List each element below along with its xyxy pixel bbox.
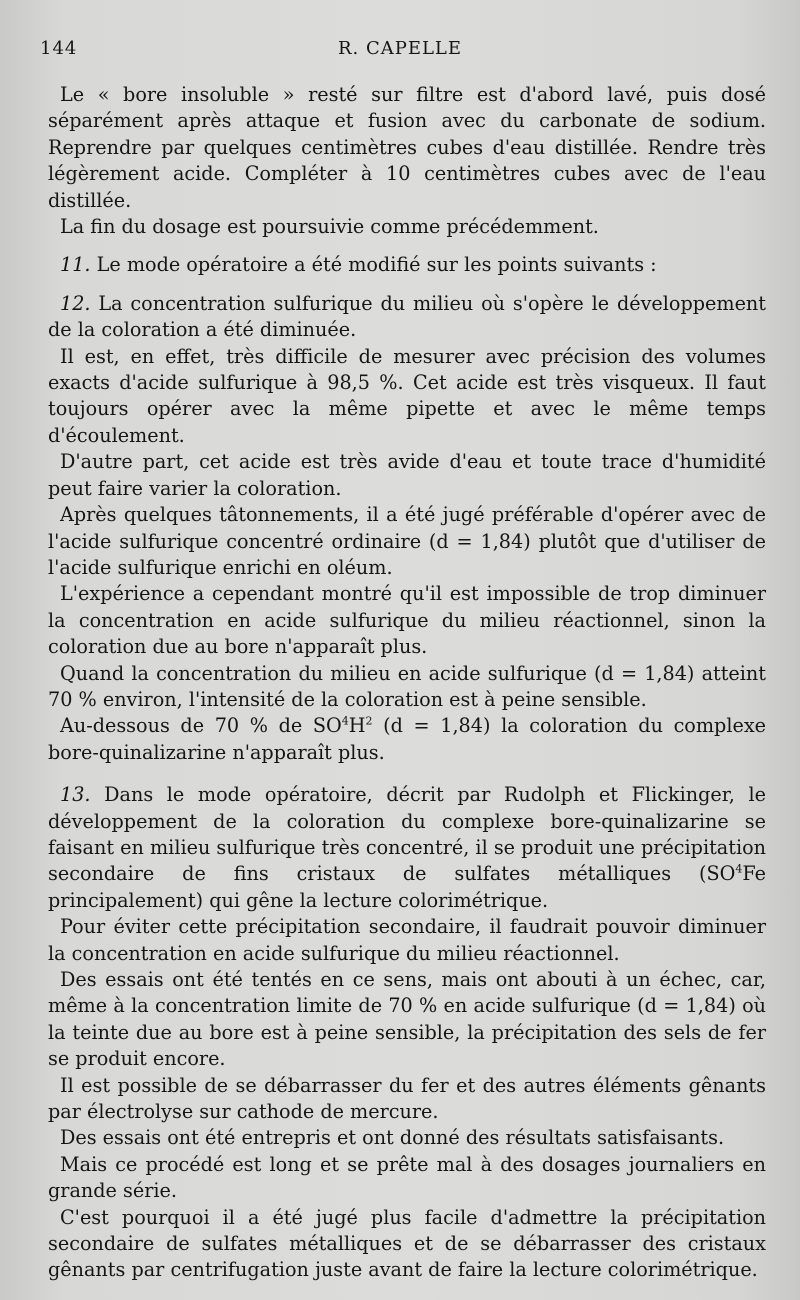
text-run: (d = 1,84) la coloration du complexe bore-quinalizarine n'apparaît plus. xyxy=(48,714,767,764)
paragraph: D'autre part, cet acide est très avide d'eau et toute trace d'humidité peut faire varier la coloration. xyxy=(48,450,766,500)
superscript: 2 xyxy=(365,714,373,728)
section-13 xyxy=(48,782,766,914)
superscript: 4 xyxy=(735,862,743,876)
page-number: 144 xyxy=(40,38,78,59)
paragraph: Il est possible de se débarrasser du fer et des autres éléments gênants par électrolyse sur cathode de mercure. xyxy=(48,1073,766,1124)
paragraph: Après quelques tâtonnements, il a été jugé préférable d'opérer avec de l'acide sulfurique concentré ordinaire (d = 1,84) plutôt que d'utiliser de l'acide sulfurique enrichi en oléum. xyxy=(48,503,766,579)
section-text: Fe principalement) qui gêne la lecture colorimétrique. xyxy=(48,862,766,912)
section-12 xyxy=(48,291,766,344)
paragraph: C'est pourquoi il a été jugé plus facile d'admettre la précipitation secondaire de sulfates métalliques et de se débarrasser des cristaux gênants par centrifugation juste avant de faire la lecture colorimétrique. xyxy=(48,1205,766,1282)
text-run: H xyxy=(348,714,366,738)
paragraph: Pour éviter cette précipitation secondaire, il faudrait pouvoir diminuer la concentration en acide sulfurique du milieu réactionnel. xyxy=(48,915,766,965)
section-text: Le mode opératoire a été modifié sur les points suivants : xyxy=(96,253,657,277)
paragraph: Mais ce procédé est long et se prête mal à des dosages journaliers en grande série. xyxy=(48,1152,766,1203)
section-text: Dans le mode opératoire, décrit par Rudolph et Flickinger, le développement de la coloration du complexe bore-quinalizarine se faisant en milieu sulfurique très concentré, il se produit une précipitation secondaire de fins cristaux de sulfates métalliques (SO xyxy=(48,783,766,886)
paragraph: Des essais ont été entrepris et ont donné des résultats satisfaisants. xyxy=(60,1126,725,1150)
section-number: 12. xyxy=(60,291,91,315)
paragraph xyxy=(48,713,766,766)
section-text: La concentration sulfurique du milieu où s'opère le développement de la coloration a été diminuée. xyxy=(48,291,767,342)
page-header xyxy=(40,38,760,68)
paragraph: Des essais ont été tentés en ce sens, mais ont abouti à un échec, car, même à la concentration limite de 70 % en acide sulfurique (d = 1,84) où la teinte due au bore est à peine sensible, la précipitation des sels de fer se produit encore. xyxy=(48,968,766,1071)
paragraph: Le « bore insoluble » resté sur filtre est d'abord lavé, puis dosé séparément après attaque et fusion avec du carbonate de sodium. Reprendre par quelques centimètres cubes d'eau distillée. Rendre très légèrement acide. Compléter à 10 centimètres cubes avec de l'eau distillée. xyxy=(48,83,766,212)
section-11 xyxy=(48,252,766,278)
running-title: R. CAPELLE xyxy=(337,38,463,59)
section-number: 13. xyxy=(60,783,91,807)
paragraph: La fin du dosage est poursuivie comme précédemment. xyxy=(60,215,599,239)
paragraph: Il est, en effet, très difficile de mesurer avec précision des volumes exacts d'acide sulfurique à 98,5 %. Cet acide est très visqueux. Il faut toujours opérer avec la même pipette et avec le même temps d'écoulement. xyxy=(48,344,766,447)
paragraph: L'expérience a cependant montré qu'il est impossible de trop diminuer la concentration en acide sulfurique du milieu réactionnel, sinon la coloration due au bore n'apparaît plus. xyxy=(48,582,766,659)
page-body xyxy=(48,82,766,1284)
text-run: Au-dessous de 70 % de SO xyxy=(60,714,342,738)
section-number: 11. xyxy=(60,253,91,277)
superscript: 4 xyxy=(341,714,349,728)
paragraph: Quand la concentration du milieu en acide sulfurique (d = 1,84) atteint 70 % environ, l'intensité de la coloration est à peine sensible. xyxy=(48,661,766,711)
